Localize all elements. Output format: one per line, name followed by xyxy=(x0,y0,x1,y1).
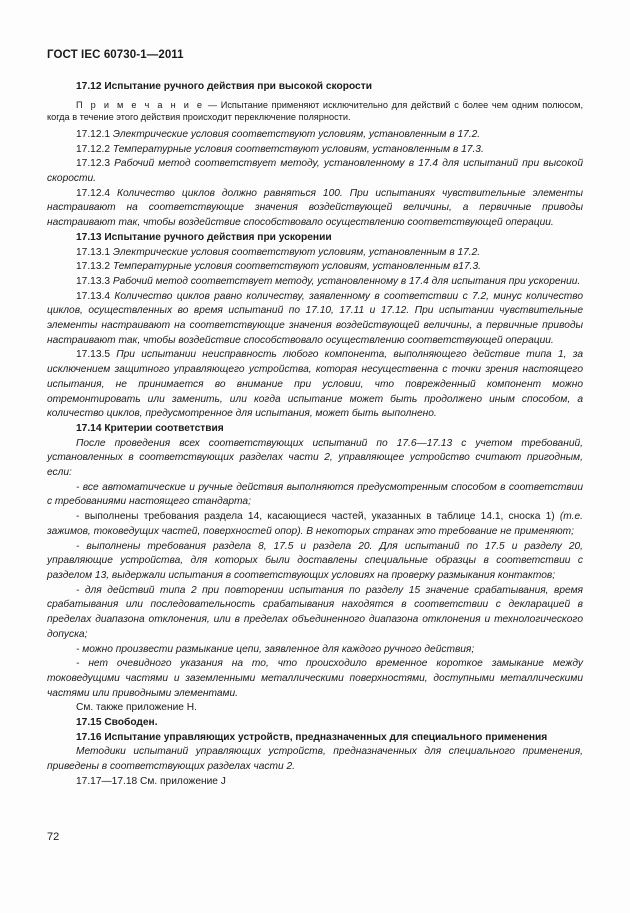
paragraph-17-13-3 xyxy=(47,275,583,290)
paragraph-17-12-4 xyxy=(47,187,583,231)
paragraph-number: 17.12.4 xyxy=(76,187,117,199)
criteria-item-1: - все автоматические и ручные действия выполняются предусмотренным способом в соответствии с требованиями настоящего стандарта; xyxy=(47,481,583,508)
paragraph-17-14-intro: После проведения всех соответствующих испытаний по 17.6—17.13 с учетом требований, установленных в соответствующих разделах части 2, управляющее устройство считают пригодным, если: xyxy=(47,437,583,479)
section-title-17-14: 17.14 Критерии соответствия xyxy=(76,422,224,434)
section-title-17-12: 17.12 Испытание ручного действия при высокой скорости xyxy=(76,81,372,92)
standard-header: ГОСТ IEC 60730-1—2011 xyxy=(47,49,184,61)
paragraph-number: 17.13.5 xyxy=(76,349,117,361)
paragraph-number: 17.13.3 xyxy=(76,275,113,287)
criteria-item-2 xyxy=(47,510,583,539)
paragraph-number: 17.13.1 xyxy=(76,246,113,258)
note-text: — Испытание применяют исключительно для действий с более чем одним полюсом, когда в течение этого действия происходит переключение полярности. xyxy=(47,99,583,123)
paragraph-text: Рабочий метод соответствует методу, установленному в 17.4 для испытания при ускорении. xyxy=(112,275,581,287)
note-17-12 xyxy=(47,99,583,124)
paragraph-17-16: Методики испытаний управляющих устройств, предназначенных для специального применения, приведены в соответствующих разделах части 2. xyxy=(47,746,583,773)
criteria-text: - выполнены требования раздела 14, касающиеся частей, указанных в таблице 14.1, сноска 1) xyxy=(76,511,560,523)
paragraph-number: 17.12.3 xyxy=(76,158,115,170)
paragraph-17-12-3 xyxy=(47,157,583,186)
paragraph-17-13-2 xyxy=(47,260,583,275)
paragraph-text: Температурные условия соответствуют условиям, установленным в 17.3. xyxy=(112,143,484,155)
paragraph-number: 17.13.4 xyxy=(76,290,115,302)
paragraph-17-12-2 xyxy=(47,143,583,158)
paragraph-text: Количество циклов равно количеству, заявленному в соответствии с 7.2, минус количество циклов, осуществленных во время испытаний по 17.10, 17.11 и 17.12. При испытании чувствительные элементы настраивают на соответствующие значения воздействующей величины, а первичные приводы настраивают так, чтобы воздействие способствовало осуществлению соответствующей операции. xyxy=(47,290,583,346)
paragraph-17-13-1 xyxy=(47,246,583,261)
criteria-item-5: - можно произвести размыкание цепи, заявленное для каждого ручного действия; xyxy=(76,643,475,655)
paragraph-text: Электрические условия соответствуют условиям, установленным в 17.2. xyxy=(112,246,481,258)
paragraph-text: Рабочий метод соответствует методу, установленному в 17.4 для испытаний при высокой скорости. xyxy=(47,158,583,184)
section-title-17-13: 17.13 Испытание ручного действия при ускорении xyxy=(76,231,332,243)
section-title-17-16: 17.16 Испытание управляющих устройств, предназначенных для специального применения xyxy=(76,731,548,743)
criteria-item-6: - нет очевидного указания на то, что происходило временное короткое замыкание между токоведущими частями и заземленными металлическими поверхностями, доступными металлическими частями или приводными элементами. xyxy=(47,658,583,699)
paragraph-17-17-18: 17.17—17.18 См. приложение J xyxy=(76,775,226,787)
paragraph-number: 17.13.2 xyxy=(76,261,113,273)
paragraph-text: Электрические условия соответствуют условиям, установленным в 17.2. xyxy=(112,128,481,140)
paragraph-17-13-4 xyxy=(47,290,583,349)
note-label: П р и м е ч а н и е xyxy=(76,99,205,110)
paragraph-text: При испытании неисправность любого компонента, выполняющего действие типа 1, за исключением защитного управляющего устройства, которая несущественна с точки зрения настоящего испытания, не принимается во внимание при условии, что поврежденный компонент можно отремонтировать или заменить, или когда испытание может быть продолжено иным способом, а количество циклов, предусмотренное для испытания, может быть выполнено. xyxy=(47,349,583,420)
criteria-text-italic: (т.е. зажимов, токоведущих частей, поверхностей опор). В некоторых странах это требование не применяют; xyxy=(47,511,583,537)
paragraph-text: Количество циклов должно равняться 100. При испытаниях чувствительные элементы настраивают на соответствующие значения воздействующей величины, а первичные приводы настраивают так, чтобы воздействие способствовало осуществлению соответствующей операции. xyxy=(47,187,583,229)
paragraph-text: Температурные условия соответствуют условиям, установленным в17.3. xyxy=(112,261,481,273)
section-title-17-15: 17.15 Свободен. xyxy=(76,717,158,729)
criteria-item-4: - для действий типа 2 при повторении испытания по разделу 15 значение срабатывания, время срабатывания или последовательность срабатывания находятся в соответствии с декларацией в пределах диапазона отклонения, или в пределах объединенного диапазона отклонения и технологического допуска; xyxy=(47,584,583,640)
paragraph-17-13-5 xyxy=(47,348,583,422)
page-number: 72 xyxy=(47,831,60,843)
paragraph-17-12-1 xyxy=(47,128,583,143)
page-content xyxy=(47,80,583,790)
paragraph-number: 17.12.1 xyxy=(76,128,113,140)
criteria-item-3: - выполнены требования раздела 8, 17.5 и раздела 20. Для испытаний по 17.5 и разделу 20, управляющие устройства, для которых были доставлены специальные образцы в соответствии с разделом 13, выдержали испытания в соответствующих условиях на проверку размыкания контактов; xyxy=(47,540,583,581)
paragraph-number: 17.12.2 xyxy=(76,143,113,155)
see-also-annex-h: См. также приложение Н. xyxy=(76,702,197,714)
